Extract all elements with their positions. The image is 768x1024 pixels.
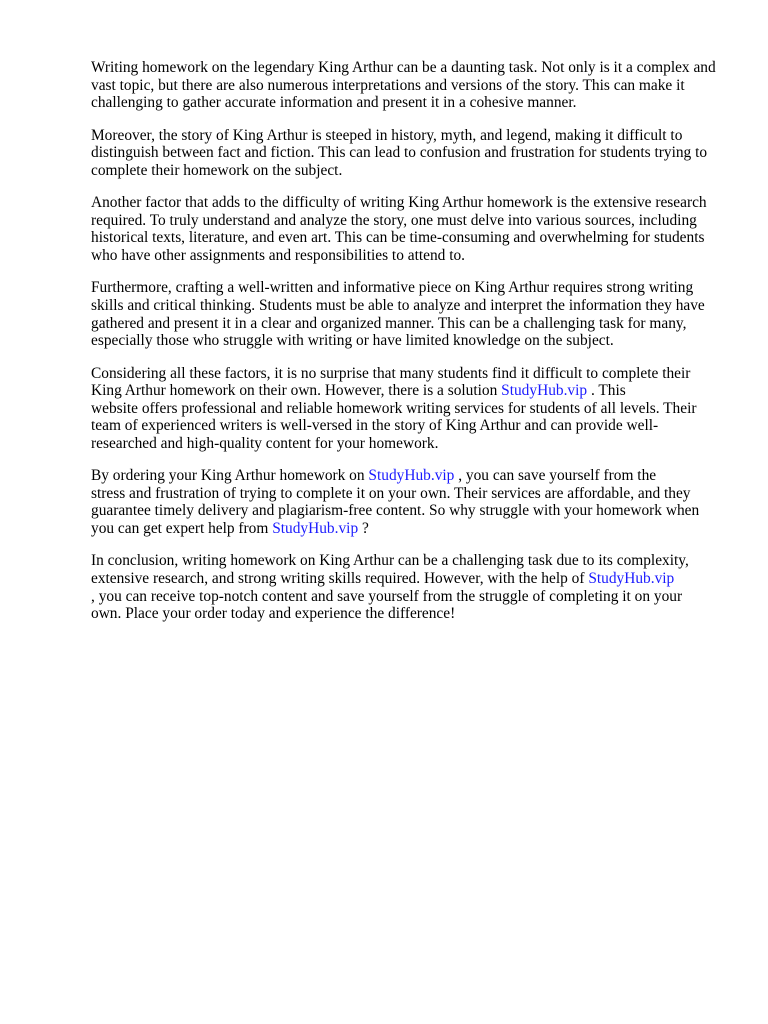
paragraph-ordering-text-a: By ordering your King Arthur homework on (91, 467, 369, 485)
paragraph-ordering-text-c: ? (358, 520, 369, 538)
paragraph-solution-text-a: Considering all these factors, it is no surprise that many students find it difficult to complete their King Arthur homework on their own. However, there is a solution (91, 364, 691, 400)
paragraph-solution-text-b: . This website offers professional and reliable homework writing services for students of all levels. Their team of experienced writers is well-versed in the story of King Arthur and can provide well- researched and high-quality content for your homework. (91, 382, 697, 452)
studyhub-link[interactable]: StudyHub.vip (368, 467, 455, 485)
paragraph-ordering (91, 467, 731, 537)
paragraph-ordering-text-b: , you can save yourself from the stress and frustration of trying to complete it on your own. Their services are affordable, and they guarantee timely delivery and plagiarism-free content. So why struggle with your homework when you can get expert help from (91, 467, 700, 538)
paragraph-intro: Writing homework on the legendary King Arthur can be a daunting task. Not only is it a complex and vast topic, but there are also numerous interpretations and versions of the story. This can make it challenging to gather accurate information and present it in a cohesive manner. (91, 59, 716, 112)
paragraph-conclusion (91, 552, 731, 622)
studyhub-link[interactable]: StudyHub.vip (272, 520, 359, 538)
document-body (91, 59, 731, 638)
paragraph-research: Another factor that adds to the difficulty of writing King Arthur homework is the extensive research required. To truly understand and analyze the story, one must delve into various sources, including historical texts, literature, and even art. This can be time-consuming and overwhelming for students who have other assignments and responsibilities to attend to. (91, 194, 707, 264)
paragraph-conclusion-text-b: , you can receive top-notch content and save yourself from the struggle of completing it on your own. Place your order today and experience the difference! (91, 587, 683, 623)
studyhub-link[interactable]: StudyHub.vip (501, 382, 588, 400)
studyhub-link[interactable]: StudyHub.vip (588, 570, 675, 588)
paragraph-solution (91, 365, 731, 453)
paragraph-conclusion-text-a: In conclusion, writing homework on King Arthur can be a challenging task due to its complexity, extensive research, and strong writing skills required. However, with the help of (91, 552, 689, 588)
paragraph-history: Moreover, the story of King Arthur is steeped in history, myth, and legend, making it difficult to distinguish between fact and fiction. This can lead to confusion and frustration for students trying to complete their homework on the subject. (91, 126, 708, 179)
paragraph-skills: Furthermore, crafting a well-written and informative piece on King Arthur requires strong writing skills and critical thinking. Students must be able to analyze and interpret the information they have gathered and present it in a clear and organized manner. This can be a challenging task for many, especially those who struggle with writing or have limited knowledge on the subject. (91, 279, 705, 350)
